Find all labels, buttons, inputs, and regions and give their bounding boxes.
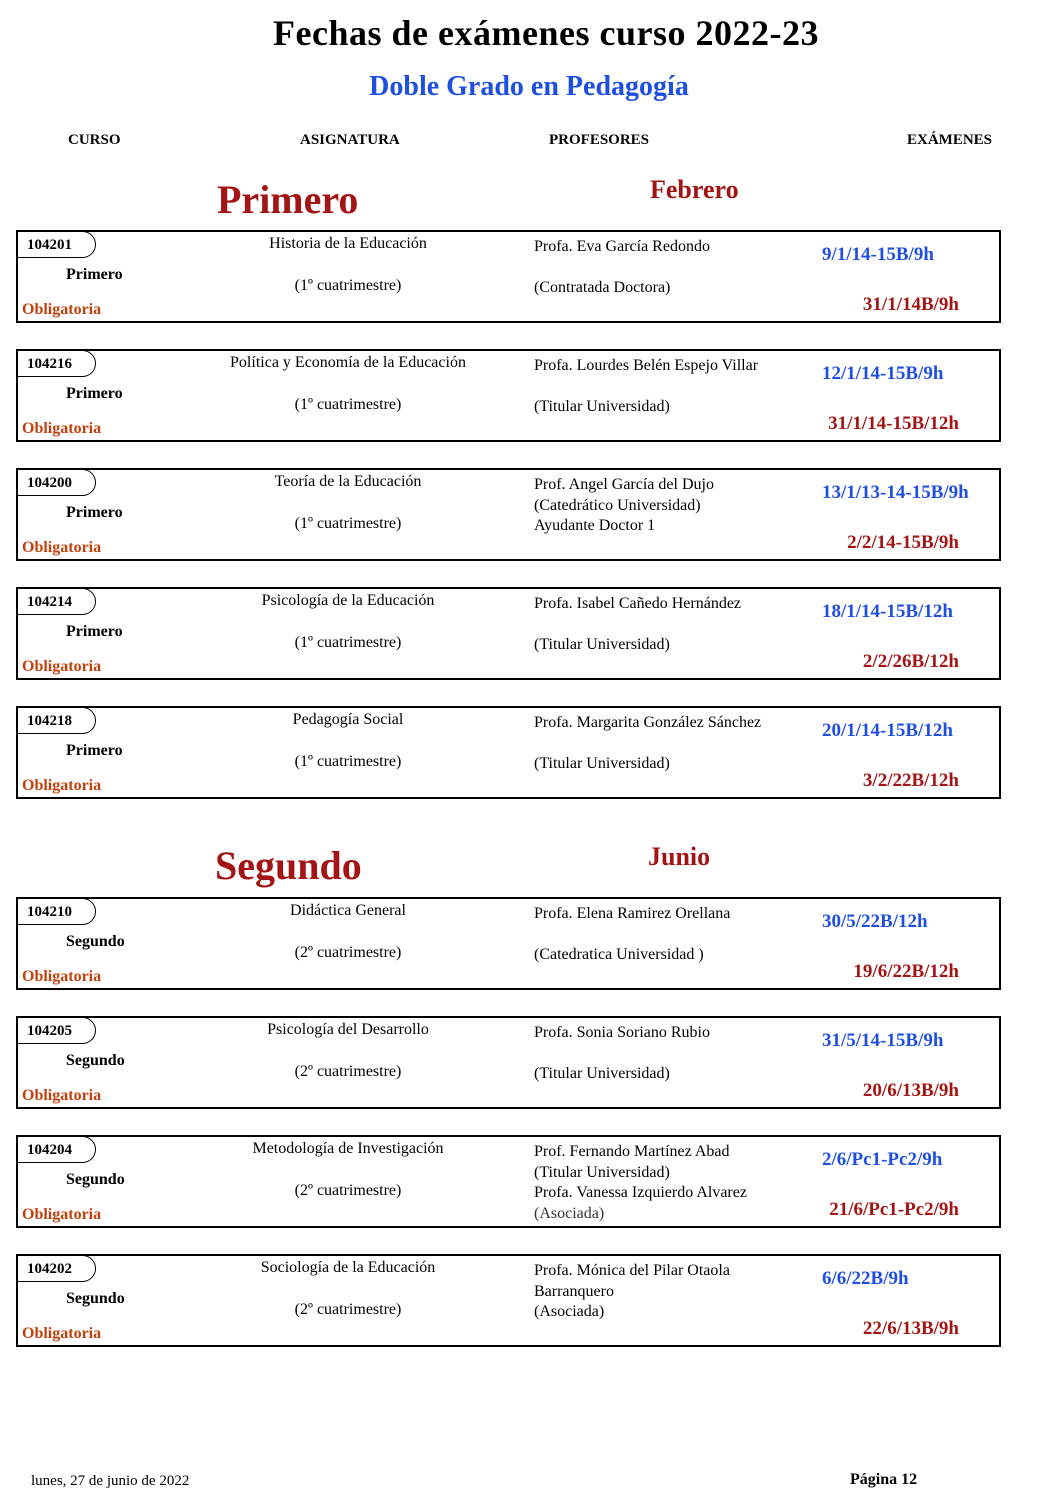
course-code: 104214: [16, 588, 96, 615]
course-code: 104202: [16, 1255, 96, 1282]
course-subject: Historia de la Educación: [269, 235, 427, 252]
course-level: Segundo: [66, 933, 125, 950]
course-professors: [534, 1023, 814, 1085]
professor-line: (Titular Universidad): [534, 1163, 670, 1181]
professor-line: (Asociada): [534, 1204, 605, 1222]
professor-line: Profa. Lourdes Belén Espejo Villar: [534, 357, 759, 374]
exam-date-second: 2/2/14-15B/9h: [847, 532, 959, 553]
section-period-febrero: Febrero: [650, 175, 739, 204]
exam-date-first: 13/1/13-14-15B/9h: [822, 482, 969, 503]
course-type: Obligatoria: [22, 777, 102, 794]
course-card: [16, 349, 1001, 442]
professor-line: Profa. Vanessa Izquierdo Alvarez: [534, 1184, 747, 1201]
course-level: Primero: [66, 623, 123, 640]
professor-line: [534, 377, 814, 398]
section-title-primero: Primero: [217, 177, 359, 222]
course-type: Obligatoria: [22, 539, 102, 556]
professor-line: (Titular Universidad): [534, 636, 670, 653]
professor-line: (Titular Universidad): [534, 755, 670, 772]
course-card: [16, 587, 1001, 680]
course-subject: Psicología del Desarrollo: [267, 1021, 429, 1038]
course-term: (1º cuatrimestre): [294, 634, 402, 651]
course-professors: [534, 1142, 814, 1224]
professor-line: [534, 925, 814, 946]
exam-date-second: 20/6/13B/9h: [862, 1080, 959, 1101]
professor-line: Ayudante Doctor 1: [534, 517, 656, 534]
course-level: Primero: [66, 385, 123, 402]
course-term: (1º cuatrimestre): [294, 277, 402, 294]
exam-date-first: 18/1/14-15B/12h: [822, 601, 953, 622]
exam-date-first: 20/1/14-15B/12h: [822, 720, 953, 741]
course-subject: Metodología de Investigación: [252, 1140, 444, 1157]
professor-line: (Catedrático Universidad): [534, 496, 701, 514]
section-period-junio: Junio: [648, 842, 711, 871]
course-subject: Teoría de la Educación: [274, 473, 422, 490]
professor-line: Profa. Elena Ramirez Orellana: [534, 905, 731, 922]
course-card: [16, 230, 1001, 323]
course-type: Obligatoria: [22, 1325, 102, 1342]
course-type: Obligatoria: [22, 1206, 102, 1223]
exam-date-first: 30/5/22B/12h: [822, 911, 928, 932]
footer-page-number: Página 12: [850, 1471, 918, 1488]
professor-line: (Contratada Doctora): [534, 279, 671, 296]
exam-date-first: 6/6/22B/9h: [822, 1268, 909, 1289]
course-term: (2º cuatrimestre): [294, 1182, 402, 1199]
course-card: [16, 1135, 1001, 1228]
course-professors: [534, 475, 814, 537]
exam-date-first: 9/1/14-15B/9h: [822, 244, 934, 265]
course-term: (1º cuatrimestre): [294, 396, 402, 413]
course-code: 104216: [16, 350, 96, 377]
exam-date-first: 31/5/14-15B/9h: [822, 1030, 944, 1051]
exam-date-second: 31/1/14-15B/12h: [828, 413, 959, 434]
course-card: [16, 706, 1001, 799]
column-header-profesores: PROFESORES: [549, 132, 650, 148]
course-card: [16, 1016, 1001, 1109]
footer-date: lunes, 27 de junio de 2022: [31, 1473, 190, 1489]
professor-line: Prof. Angel García del Dujo: [534, 476, 714, 493]
course-subject: Psicología de la Educación: [261, 592, 435, 609]
course-term: (2º cuatrimestre): [294, 944, 402, 961]
course-level: Primero: [66, 742, 123, 759]
course-type: Obligatoria: [22, 968, 102, 985]
professor-line: Profa. Eva García Redondo: [534, 238, 710, 255]
course-type: Obligatoria: [22, 301, 102, 318]
course-term: (1º cuatrimestre): [294, 515, 402, 532]
professor-line: Profa. Sonia Soriano Rubio: [534, 1024, 710, 1041]
page-subtitle: Doble Grado en Pedagogía: [369, 71, 689, 102]
course-subject: Política y Economía de la Educación: [230, 354, 466, 371]
course-professors: [534, 1261, 814, 1323]
course-card: [16, 897, 1001, 990]
professor-line: Profa. Margarita González Sánchez: [534, 714, 762, 731]
course-type: Obligatoria: [22, 420, 102, 437]
professor-line: [534, 258, 814, 279]
professor-line: [534, 615, 814, 636]
course-subject: Pedagogía Social: [292, 711, 404, 728]
column-header-curso: CURSO: [68, 132, 121, 148]
course-term: (1º cuatrimestre): [294, 753, 402, 770]
professor-line: Barranquero: [534, 1282, 614, 1300]
course-card: [16, 468, 1001, 561]
column-header-asignatura: ASIGNATURA: [300, 132, 400, 148]
exam-date-second: 21/6/Pc1-Pc2/9h: [829, 1199, 959, 1220]
page-title: Fechas de exámenes curso 2022-23: [273, 13, 819, 53]
course-code: 104205: [16, 1017, 96, 1044]
course-professors: [534, 713, 814, 775]
course-level: Segundo: [66, 1171, 125, 1188]
course-card: [16, 1254, 1001, 1347]
professor-line: [534, 734, 814, 755]
course-professors: [534, 594, 814, 656]
course-code: 104200: [16, 469, 96, 496]
section-title-segundo: Segundo: [215, 843, 362, 888]
course-code: 104204: [16, 1136, 96, 1163]
column-header-examenes: EXÁMENES: [907, 132, 993, 148]
course-code: 104218: [16, 707, 96, 734]
course-code: 104201: [16, 231, 96, 258]
professor-line: (Titular Universidad): [534, 398, 670, 415]
professor-line: (Asociada): [534, 1303, 605, 1320]
professor-line: Profa. Mónica del Pilar Otaola: [534, 1262, 730, 1279]
course-type: Obligatoria: [22, 1087, 102, 1104]
professor-line: (Titular Universidad): [534, 1065, 670, 1082]
exam-date-first: 2/6/Pc1-Pc2/9h: [822, 1149, 943, 1170]
exam-date-second: 31/1/14B/9h: [862, 294, 959, 315]
course-professors: [534, 237, 814, 299]
course-professors: [534, 904, 814, 966]
course-level: Primero: [66, 504, 123, 521]
exam-date-first: 12/1/14-15B/9h: [822, 363, 944, 384]
course-professors: [534, 356, 814, 418]
course-level: Segundo: [66, 1052, 125, 1069]
course-term: (2º cuatrimestre): [294, 1063, 402, 1080]
exam-date-second: 19/6/22B/12h: [853, 961, 959, 982]
course-subject: Didáctica General: [290, 902, 406, 919]
professor-line: (Catedratica Universidad ): [534, 946, 704, 963]
course-term: (2º cuatrimestre): [294, 1301, 402, 1318]
exam-date-second: 3/2/22B/12h: [862, 770, 959, 791]
course-code: 104210: [16, 898, 96, 925]
course-level: Primero: [66, 266, 123, 283]
exam-date-second: 22/6/13B/9h: [862, 1318, 959, 1339]
professor-line: Profa. Isabel Cañedo Hernández: [534, 595, 742, 612]
course-subject: Sociología de la Educación: [260, 1259, 436, 1276]
course-type: Obligatoria: [22, 658, 102, 675]
exam-date-second: 2/2/26B/12h: [862, 651, 959, 672]
professor-line: [534, 1044, 814, 1065]
course-level: Segundo: [66, 1290, 125, 1307]
professor-line: Prof. Fernando Martínez Abad: [534, 1143, 730, 1160]
